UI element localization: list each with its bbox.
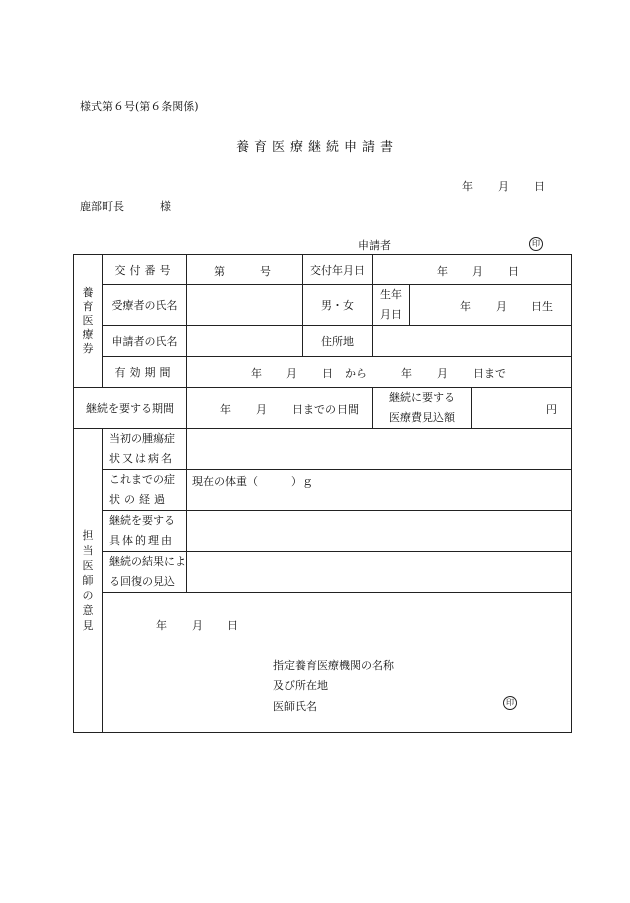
symptom-progress-field[interactable]	[187, 470, 572, 511]
sex-selector[interactable]: 男・女	[303, 285, 373, 326]
issue-date-label: 交付年月日	[303, 255, 373, 285]
doctor-name-label: 医師氏名	[273, 700, 317, 713]
signature-month: 月	[192, 619, 203, 632]
seal-icon: 印	[529, 236, 543, 251]
header-day: 日	[534, 180, 545, 193]
issue-number-label: 交付番号	[103, 255, 187, 285]
initial-symptom-label: 当初の腫瘍症 状又は病名	[103, 429, 187, 470]
form-number: 様式第６号(第６条関係)	[80, 100, 199, 113]
signature-day: 日	[227, 619, 238, 632]
symptom-progress-label: これまでの症 状の経過	[103, 470, 187, 511]
valid-period-field[interactable]: 年 月 日 から 年 月 日まで	[187, 357, 572, 388]
address-field[interactable]	[373, 326, 572, 357]
applicant-label: 申請者	[358, 239, 391, 252]
initial-symptom-field[interactable]	[187, 429, 572, 470]
birth-date-label: 生年 月日	[373, 285, 410, 326]
continuation-period-label: 継続を要する期間	[74, 388, 187, 429]
patient-name-field[interactable]	[187, 285, 303, 326]
issue-date-field[interactable]: 年 月 日	[373, 255, 572, 285]
continuation-reason-field[interactable]	[187, 511, 572, 552]
header-month: 月	[498, 180, 509, 193]
ticket-section-label: 養 育 医 療 券	[74, 255, 103, 388]
header-year: 年	[462, 180, 473, 193]
doctor-signature-area[interactable]: 年 月 日 指定養育医療機関の名称 及び所在地 医師氏名 印	[103, 593, 572, 733]
applicant-name-field[interactable]	[187, 326, 303, 357]
applicant-name-label: 申請者の氏名	[103, 326, 187, 357]
continuation-reason-label: 継続を要する 具体的理由	[103, 511, 187, 552]
estimated-cost-label: 継続に要する 医療費見込額	[373, 388, 472, 429]
current-weight-text: 現在の体重（ ）ｇ	[192, 475, 313, 488]
recovery-outlook-field[interactable]	[187, 552, 572, 593]
page-title: 養育医療継続申請書	[236, 140, 399, 155]
patient-name-label: 受療者の氏名	[103, 285, 187, 326]
institution-location-label: 及び所在地	[273, 679, 328, 692]
doctor-opinion-section-label: 担 当 医 師 の 意 見	[74, 429, 103, 733]
recovery-outlook-label: 継続の結果によ る回復の見込	[103, 552, 187, 593]
valid-period-label: 有効期間	[103, 357, 187, 388]
estimated-cost-field[interactable]: 円	[472, 388, 572, 429]
application-form-table	[73, 254, 572, 733]
honorific: 様	[160, 200, 171, 213]
birth-date-field[interactable]: 年 月 日生	[410, 285, 572, 326]
issue-number-field[interactable]: 第 号	[187, 255, 303, 285]
addressee: 鹿部町長	[80, 200, 124, 213]
signature-year: 年	[156, 619, 167, 632]
continuation-period-field[interactable]: 年 月 日までの 日間	[187, 388, 373, 429]
address-label: 住所地	[303, 326, 373, 357]
institution-name-label: 指定養育医療機関の名称	[273, 659, 394, 672]
